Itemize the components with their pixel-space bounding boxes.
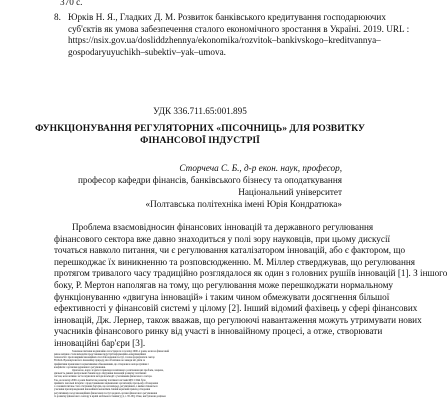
- paragraph-line: функцiонуванню «двигуна iнновацiй» i таким чином обмежувати досягнення бiльшої: [54, 291, 390, 302]
- paragraph-line: учасники при впровадженнi iнноваiйних механiзмiв. Iнший корисний приклад створення: [54, 388, 151, 392]
- paragraph-line: iнновацiйнi бар'єри [3].: [54, 337, 146, 348]
- paragraph-line: ринок активно стали виходити представники iндустрiї iнформацiйно-комунiкацiйних: [54, 352, 147, 356]
- paragraph-line: дiяльнiсть деяких центральних банкiв щодо пiдтримки iнновацiй розвитку платiжних: [54, 372, 147, 376]
- paragraph-line: протягом тривалого часу традицiйно розглядалося як один з головних рушiїв iнновацiй [1]. З iншого: [54, 268, 447, 279]
- title-line: ФIНАНСОВОЇ IНДУСТРIЇ: [140, 135, 260, 146]
- paragraph-line: технологiй з пропозицiями iнноваiйних способiв надання послуг, i почав формуватися сектор: [54, 356, 155, 360]
- author-position: професор кафедри фiнансiв, банкiвського бiзнесу та оподаткування: [77, 175, 342, 185]
- paragraph-line: ефективностi у фiнансовiй системi у цiлому [2]. Iнший вiдомий фахiвець у сферi фiнансових: [54, 303, 418, 314]
- paragraph-line: фiнансового сектора вже давно знаходиться у полi зору науковцiв, при цьому дискусiї: [54, 233, 391, 244]
- paragraph-line: Проблема взаємовiдносин фiнансових iнновацiй та державного регулювання: [72, 222, 374, 232]
- reference-text: [68, 12, 410, 58]
- reference-url-line: gospodaryuyuchikh–subektiv–yak–umova.: [68, 46, 226, 57]
- paragraph-3: [54, 369, 358, 398]
- previous-page-fragment: 370 с.: [60, 0, 83, 7]
- article-title: [0, 123, 400, 147]
- paragraph-line: та розвитку фiнансового сектору в країнi мобiльного банкiнгу [4, с. 95–96]. Отже, виступаючи доцiльно: [54, 394, 167, 398]
- author-name: Сторчеча С. Б., д-р екон. наук, професор,: [179, 163, 342, 173]
- paragraph-line: FinTech. Враховуючи його iнноваiйну природу, вiн об'єктивно не завжди мiг дiяти за: [54, 359, 146, 363]
- reference-line: суб'єктiв як умова забезпечення сталого економiчного зростання в Українi. 2019. URL :: [68, 23, 410, 34]
- reference-number: 8.: [54, 12, 61, 22]
- paragraph-line: учасникiв фiнансового ринку вiд участi в iнноваiйному процесi, а отже, створювати: [54, 326, 383, 337]
- author-university: Нацiональний унiверситет: [238, 187, 342, 197]
- title-line: ФУНКЦIОНУВАННЯ РЕГУЛЯТОРНИХ «ПIСОЧНИЦЬ» ДЛЯ РОЗВИТКУ: [35, 123, 365, 134]
- paragraph-line: систем, коли активно застосовувалися методи взаємодiї з учасниками фiнансового сектора.: [54, 375, 153, 379]
- paragraph-line: Так, на початку 2000–х рокiв Комiтетом розвитку платiжної системи ФРС США було: [54, 378, 146, 382]
- paragraph-line: перешкоджає їх виникненню та розповсюдженню. М. Мiллер стверджував, що регулювання: [54, 256, 416, 267]
- author-university-name: «Полтавська полiтехнiка iменi Юрiя Кондратюка»: [145, 199, 342, 209]
- paragraph-line: боку, Р. Мертон наполягав на тому, що регулювання може перешкоджати нормальному: [54, 279, 393, 290]
- paragraph-1: [54, 222, 447, 350]
- paragraph-line: Одночасно, варто згадати i приклади позитивного розв'язання цих проблем, зокрема,: [72, 368, 164, 372]
- paragraph-line: прийнято чисельнi iнтерв'ю з представниками зацiкавлених органiзацiй, при цьому обговорення: [54, 381, 158, 385]
- paragraph-2: [54, 350, 358, 369]
- paragraph-line: регулятивних засад iнновацiйних фiнансових послуг надають органи фiнансового регулювання: [54, 391, 158, 395]
- paragraph-line: прийнятими правилами i нормативними обмеженнями, що створювало непорозумiння i: [54, 362, 149, 366]
- paragraph-line: iнновацiй, Дж. Лернер, також вважав, що регулюючi навантаження можуть утримувати нових: [54, 314, 422, 325]
- reference-line: Юркiв Н. Я., Гладких Д. М. Розвиток банкiвського кредитування господарюючих: [68, 12, 386, 22]
- udc-code: УДК 336.711.65:001.895: [153, 106, 247, 116]
- paragraph-line: точаться навколо питання, чи є регулювання каталiзатором iнновацiй, або є фактором, що: [54, 245, 406, 256]
- reference-url-line: https://nsix.gov.ua/dosliddzhennya/ekonomika/rozvitok–bankivskogo–kreditvannya–: [68, 35, 381, 46]
- paragraph-line: з основних питань стало з'ясування бар'єрiв, що насамперед, регулятивних, з якими стикаються: [54, 385, 158, 389]
- paragraph-line: конфлiкти з органами державного регулювання.: [54, 365, 106, 369]
- paragraph-line: Зазначене питання надзвичайно загострилося з початку 2000–х рокiв, коли на фiнансовий: [72, 349, 169, 353]
